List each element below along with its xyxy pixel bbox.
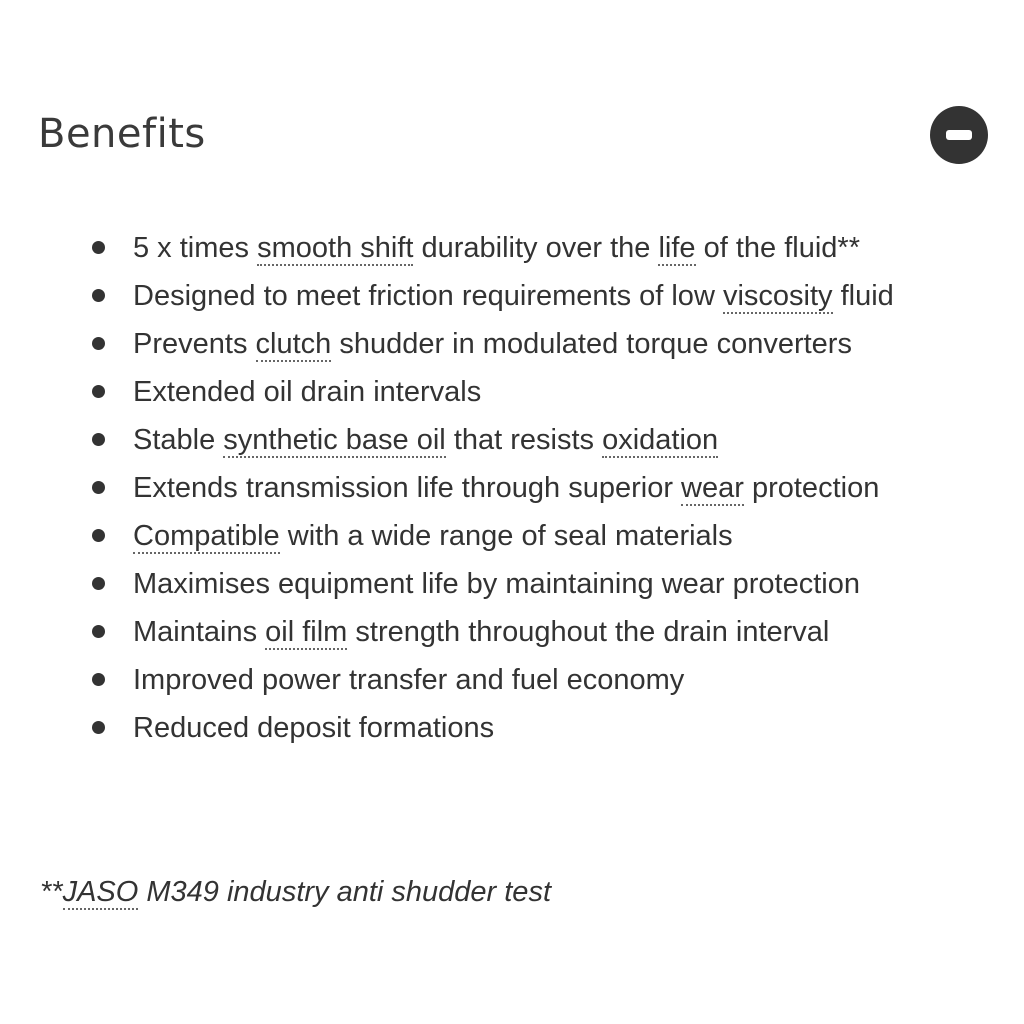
text-segment: with a wide range of seal materials [279,520,733,552]
glossary-link[interactable]: life [658,232,696,264]
bullet-icon [92,337,105,350]
benefits-list [0,224,1024,752]
benefit-item [0,368,1024,416]
text-segment: Extends transmission life through superior [133,472,682,504]
text-segment: Stable [133,424,224,456]
text-segment: Prevents [133,328,256,360]
benefit-item [0,512,1024,560]
glossary-link[interactable]: smooth shift [257,232,414,264]
glossary-link[interactable]: JASO [62,876,139,908]
benefit-item [0,320,1024,368]
text-segment: of the fluid** [695,232,860,264]
collapse-button[interactable] [930,106,988,164]
bullet-icon [92,241,105,254]
bullet-icon [92,385,105,398]
glossary-link[interactable]: oxidation [602,424,719,456]
bullet-icon [92,529,105,542]
bullet-icon [92,289,105,302]
glossary-link[interactable]: oil film [265,616,348,648]
bullet-icon [92,577,105,590]
text-segment: strength throughout the drain interval [347,616,830,648]
text-segment: ** [40,876,63,908]
text-segment: that resists [445,424,603,456]
glossary-link[interactable]: clutch [255,328,332,360]
glossary-link[interactable]: Compatible [133,520,280,552]
text-segment: M349 industry anti shudder test [138,876,551,908]
text-segment: Maximises equipment life by maintaining wear protection [133,568,860,600]
benefit-item [0,224,1024,272]
text-segment: durability over the [413,232,659,264]
benefit-item [0,272,1024,320]
text-segment: Reduced deposit formations [133,712,495,744]
text-segment: Extended oil drain intervals [133,376,482,408]
bullet-icon [92,481,105,494]
bullet-icon [92,625,105,638]
benefit-item [0,608,1024,656]
minus-circle-icon [946,130,972,140]
footnote [40,868,551,916]
text-segment: fluid [832,280,894,312]
section-header [38,106,998,166]
glossary-link[interactable]: viscosity [722,280,833,312]
benefit-item [0,416,1024,464]
text-segment: protection [743,472,880,504]
benefit-item [0,464,1024,512]
text-segment: shudder in modulated torque converters [331,328,852,360]
text-segment: 5 x times [133,232,258,264]
glossary-link[interactable]: synthetic base oil [223,424,446,456]
benefit-item [0,656,1024,704]
bullet-icon [92,721,105,734]
glossary-link[interactable]: wear [681,472,744,504]
text-segment: Improved power transfer and fuel economy [133,664,685,696]
text-segment: Maintains [133,616,266,648]
benefit-item [0,704,1024,752]
bullet-icon [92,673,105,686]
bullet-icon [92,433,105,446]
section-title: Benefits [38,111,206,157]
text-segment: Designed to meet friction requirements of low [133,280,723,312]
benefit-item [0,560,1024,608]
